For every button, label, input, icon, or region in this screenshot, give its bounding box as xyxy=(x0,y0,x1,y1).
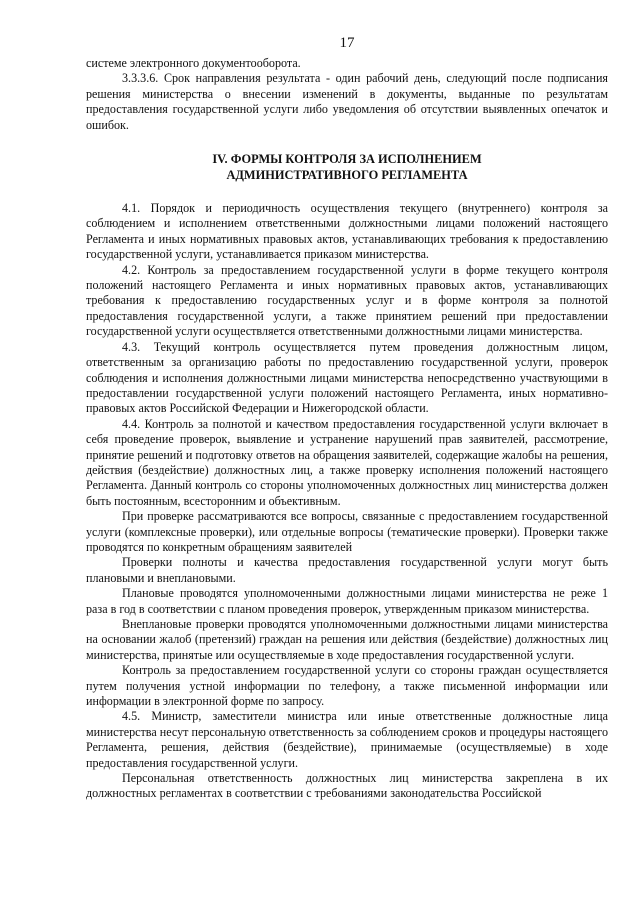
section-heading xyxy=(86,151,608,183)
page-number: 17 xyxy=(339,35,355,51)
paragraph-continuation: системе электронного документооборота. xyxy=(86,56,301,70)
paragraph-4-4: 4.4. Контроль за полнотой и качеством предоставления государственной услуги включает в себя проведение проверок, выявление и устранение нарушений прав заявителей, рассмотрение, принятие решений и подготовку ответов на обращения заявителей, содержащие жалобы на решения, действия (бездействие) должностных лиц, а также проверку исполнения положений настоящего Регламента. Данный контроль со стороны уполномоченных должностных лиц министерства должен быть постоянным, всесторонним и объективным. xyxy=(86,416,608,508)
paragraph-personal-responsibility: Персональная ответственность должностных лиц министерства закреплена в их должностных регламентах в соответствии с требованиями законодательства Российской xyxy=(86,771,608,801)
paragraph-unplanned-checks: Внеплановые проверки проводятся уполномоченными должностными лицами министерства на основании жалоб (претензий) граждан на решения или действия (бездействие) должностных лиц министерства, принятые или осуществляемые в ходе предоставления государственной услуги. xyxy=(86,617,608,662)
section-heading-line-2: АДМИНИСТРАТИВНОГО РЕГЛАМЕНТА xyxy=(226,168,468,183)
section-heading-line-1: IV. ФОРМЫ КОНТРОЛЯ ЗА ИСПОЛНЕНИЕМ xyxy=(212,152,482,167)
paragraph-citizen-control: Контроль за предоставлением государственной услуги со стороны граждан осуществляется путем получения устной информации по телефону, а также письменной информации или информации в электронной форме по запросу. xyxy=(86,663,608,709)
paragraph-4-1: 4.1. Порядок и периодичность осуществления текущего (внутреннего) контроля за соблюдением и исполнением ответственными должностными лицами положений настоящего Регламента и иных нормативных правовых актов, устанавливающих требования к предоставлению государственной услуги, устанавливается приказом министерства. xyxy=(86,201,608,262)
paragraph-checks-scope: При проверке рассматриваются все вопросы, связанные с предоставлением государственной услуги (комплексные проверки), или отдельные вопросы (тематические проверки). Проверки также проводятся по конкретным обращениям заявителей xyxy=(86,509,608,554)
paragraph-4-5: 4.5. Министр, заместители министра или иные ответственные должностные лица министерства несут персональную ответственность за соблюдением сроков и процедуры настоящего Регламента, решения, действия (бездействие), принимаемые (осуществляемые) в ходе предоставления государственной услуги. xyxy=(86,709,608,770)
paragraph-checks-types: Проверки полноты и качества предоставления государственной услуги могут быть плановыми и внеплановыми. xyxy=(86,555,608,585)
paragraph-3-3-3-6: 3.3.3.6. Срок направления результата - один рабочий день, следующий после подписания решения министерства о внесении изменений в документы, выданные по результатам предоставления государственной услуги либо уведомления об отсутствии выявленных опечаток и ошибок. xyxy=(86,71,608,132)
document-page xyxy=(86,34,608,802)
paragraph-planned-checks: Плановые проводятся уполномоченными должностными лицами министерства не реже 1 раза в год в соответствии с планом проведения проверок, утвержденным приказом министерства. xyxy=(86,586,608,616)
paragraph-4-2: 4.2. Контроль за предоставлением государственной услуги в форме текущего контроля положений настоящего Регламента и иных нормативных правовых актов, устанавливающих требования к предоставлению государственных услуг и в форме контроля за полнотой предоставления государственной услуги, а также принятием решений при предоставлении государственной услуги осуществляется ответственными должностными лицами министерства. xyxy=(86,262,608,339)
paragraph-4-3: 4.3. Текущий контроль осуществляется путем проведения должностным лицом, ответственным за организацию работы по предоставлению государственной услуги, проверок соблюдения и исполнения должностными лицами министерства непосредственно участвующими в предоставлении государственной услуги положений настоящего Регламента, иных нормативно-правовых актов Российской Федерации и Нижегородской области. xyxy=(86,339,608,416)
